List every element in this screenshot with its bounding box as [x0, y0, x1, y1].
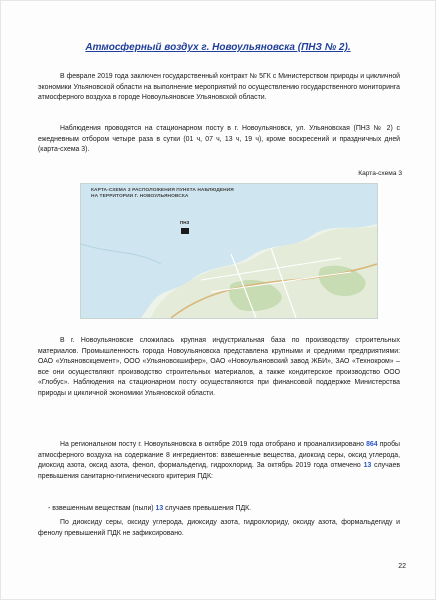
station-label: ПНЗ [180, 220, 190, 225]
page-title: Атмосферный воздух г. Новоульяновска (ПНЗ № 2). [85, 42, 351, 53]
map-title-line2: НА ТЕРРИТОРИИ Г. НОВОУЛЬЯНОВСКА [91, 194, 189, 199]
map-title-line1: КАРТА-СХЕМА 3 РАСПОЛОЖЕНИЯ ПУНКТА НАБЛЮДЕНИЯ [91, 188, 234, 193]
samples-count: 864 [366, 441, 378, 448]
paragraph-measurements [38, 440, 400, 482]
paragraph-industry: В г. Новоульяновске сложилась крупная индустриальная база по производству строительных материалов. Промышленность города Новоульяновска представлена крупными и средними предприятиями: ОАО «Ульяновскцемент», ООО «Ульяновскшифер», ОАО «Новоульяновский завод ЖБИ», ЗАО «Технокром» – все они осуществляют производство строительных материалов, а также кондитерское производство ООО «Глобус». Наблюдения на стационарном посту осуществляются при финансовой поддержке Министерства природы и цикличной экономики Ульяновской области. [38, 337, 400, 397]
paragraph-no-exceedance: По диоксиду серы, оксиду углерода, диоксиду азота, гидрохлориду, оксиду азота, формальдегиду и фенолу превышений ПДК не зафиксировано. [38, 519, 400, 537]
station-marker-icon [181, 228, 189, 234]
bullet-text-2: случаев превышения ПДК. [163, 505, 252, 512]
measurements-text-1: На региональном посту г. Новоульяновска в октябре 2019 года отобрано и проанализировано [60, 441, 367, 448]
measurements-text-2: пробы атмосферного воздуха на содержание 8 ингредиентов: взвешенные вещества, диоксид серы, оксид углерода, диоксид азота, оксид азота, фенол, формальдегид, гидрохлорид. За октябрь 2019 года отмечено [38, 441, 400, 470]
page-number: 22 [398, 563, 406, 570]
exceedances-count: 13 [363, 462, 372, 470]
map-caption: Карта-схема 3 [358, 170, 402, 177]
map-title [91, 188, 234, 200]
map-image [81, 184, 377, 318]
bullet-dust [48, 504, 400, 515]
bullet-text-1: - взвешенным веществам (пыли) [48, 505, 156, 512]
paragraph-contract: В феврале 2019 года заключен государственный контракт № 5ГК с Министерством природы и цикличной экономики Ульяновской области на выполнение мероприятий по осуществлению государственного мониторинга атмосферного воздуха в городе Новоульяновске Ульяновской области. [38, 73, 400, 102]
location-map [80, 183, 378, 319]
measurements-text-3: случаев превышения санитарно-гигиенического критерия ПДК: [38, 462, 400, 480]
paragraph-observations: Наблюдения проводятся на стационарном посту в г. Новоульяновск, ул. Ульяновская (ПНЗ № 2) с ежедневным отбором четыре раза в сутки (01 ч, 07 ч, 13 ч, 19 ч), кроме воскресений и праздничных дней (карта-схема 3). [38, 125, 400, 154]
dust-exceedances-count: 13 [155, 505, 164, 512]
